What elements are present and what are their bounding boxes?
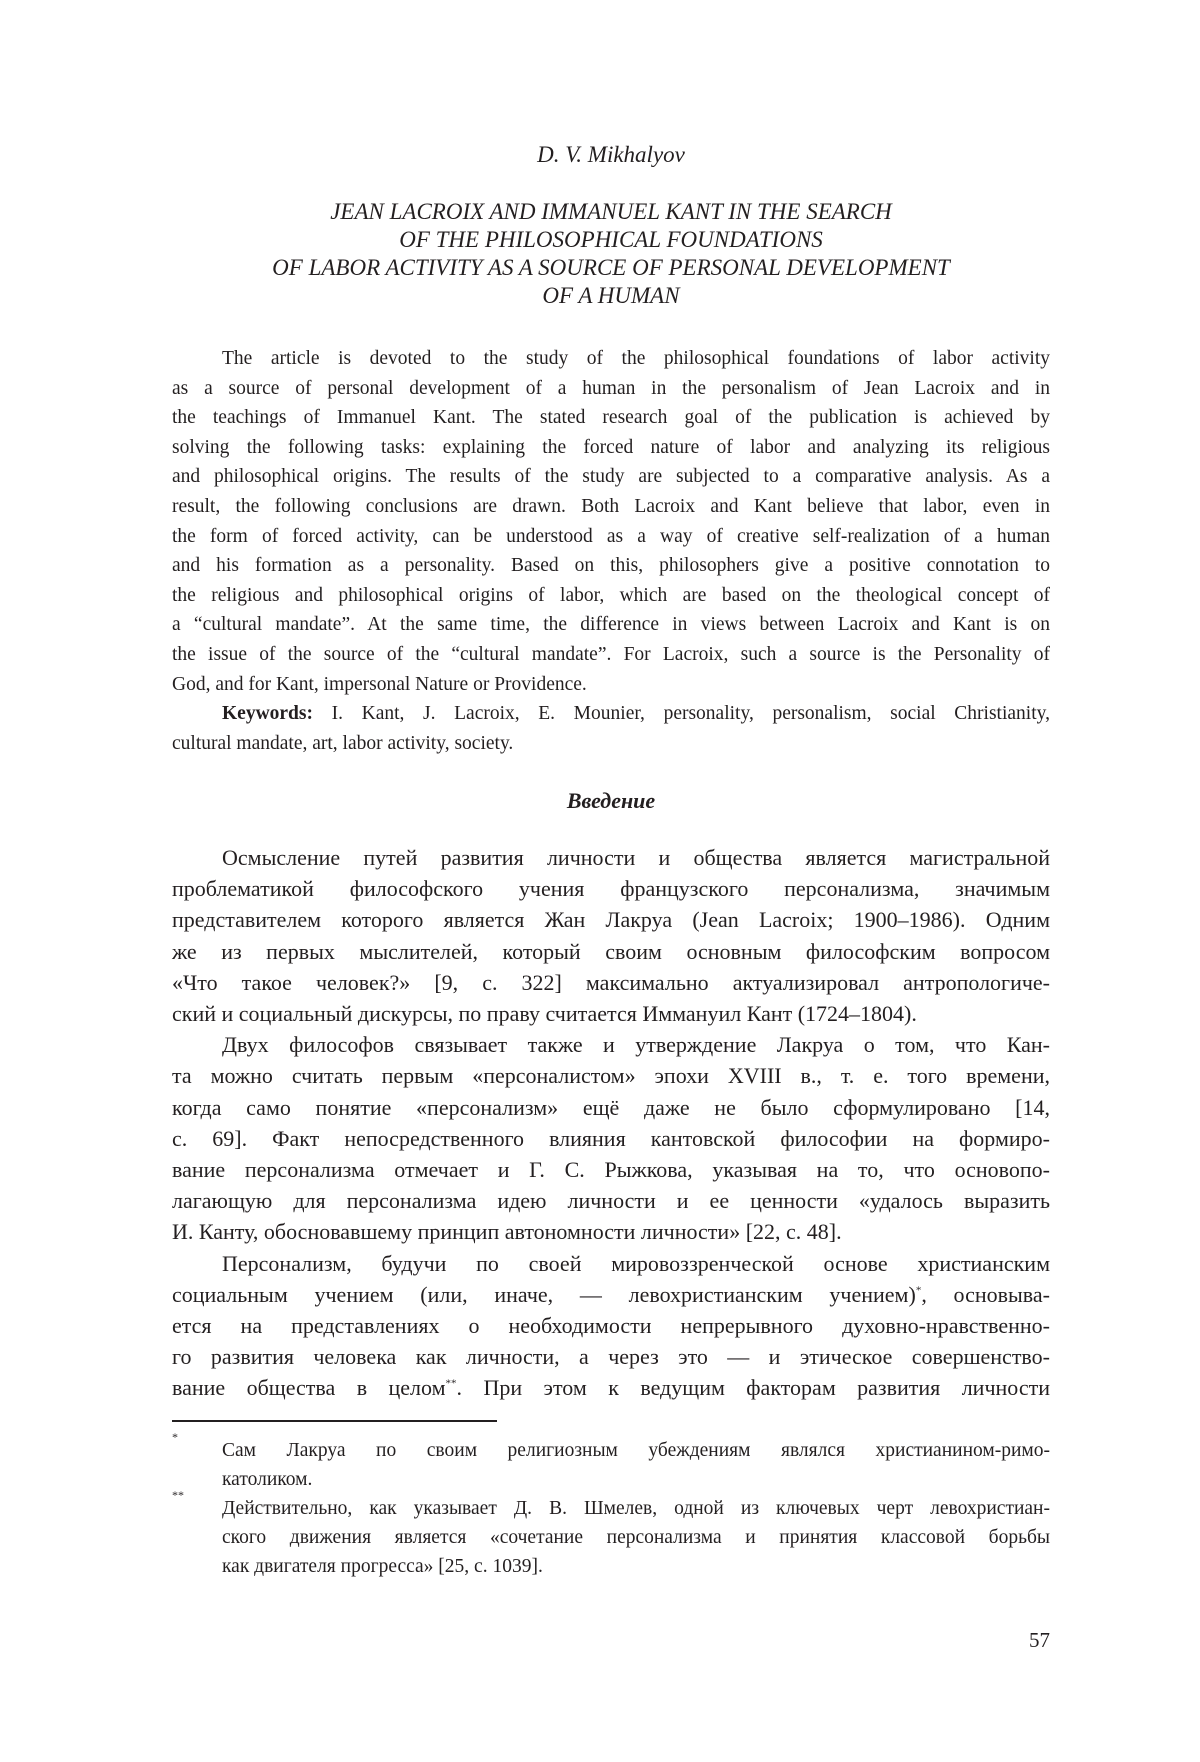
- paragraph: [172, 1248, 1050, 1404]
- footnote-line: Сам Лакруа по своим религиозным убеждениям являлся христианином-римо-: [222, 1436, 1050, 1465]
- body-line: та можно считать первым «персоналистом» эпохи XVIII в., т. е. того времени,: [172, 1060, 1050, 1091]
- abstract-line: and his formation as a personality. Based on this, philosophers give a positive connotation to: [172, 551, 1050, 581]
- page-number: 57: [1000, 1628, 1050, 1653]
- body-line: «Что такое человек?» [9, с. 322] максимально актуализировал антропологиче-: [172, 967, 1050, 998]
- abstract-line: the issue of the source of the “cultural mandate”. For Lacroix, such a source is the Personality of: [172, 640, 1050, 670]
- title-line: OF LABOR ACTIVITY AS A SOURCE OF PERSONAL DEVELOPMENT: [172, 254, 1050, 282]
- paragraph: [172, 842, 1050, 1029]
- footnote-mark: **: [172, 1488, 184, 1502]
- keywords-line: [172, 699, 1050, 729]
- section-heading: Введение: [172, 788, 1050, 814]
- paragraph: [172, 1029, 1050, 1247]
- abstract-lines: [172, 344, 1050, 699]
- body-line: вание общества в целом**. При этом к ведущим факторам развития личности: [172, 1372, 1050, 1403]
- abstract-line: God, and for Kant, impersonal Nature or Providence.: [172, 670, 1050, 700]
- body-line: Осмысление путей развития личности и общества является магистральной: [172, 842, 1050, 873]
- footnote-divider: [172, 1420, 497, 1422]
- title-line: JEAN LACROIX AND IMMANUEL KANT IN THE SEARCH: [172, 198, 1050, 226]
- body-line: с. 69]. Факт непосредственного влияния кантовской философии на формиро-: [172, 1123, 1050, 1154]
- footnote-mark: *: [172, 1430, 178, 1444]
- body-line: Двух философов связывает также и утверждение Лакруа о том, что Кан-: [172, 1029, 1050, 1060]
- author-name: D. V. Mikhalyov: [172, 142, 1050, 168]
- title-line: OF A HUMAN: [172, 282, 1050, 310]
- body-text: [172, 842, 1050, 1404]
- abstract-line: the form of forced activity, can be understood as a way of creative self-realization of a human: [172, 522, 1050, 552]
- footnote-reference[interactable]: *: [916, 1285, 922, 1297]
- footnote-line: Действительно, как указывает Д. В. Шмелев, одной из ключевых черт левохристиан-: [222, 1494, 1050, 1523]
- body-line: ский и социальный дискурсы, по праву считается Иммануил Кант (1724–1804).: [172, 998, 1050, 1029]
- keywords-line: cultural mandate, art, labor activity, society.: [172, 729, 1050, 759]
- abstract-line: the religious and philosophical origins of labor, which are based on the theological concept of: [172, 581, 1050, 611]
- body-line: го развития человека как личности, а через это — и этическое совершенство-: [172, 1341, 1050, 1372]
- abstract-line: The article is devoted to the study of the philosophical foundations of labor activity: [172, 344, 1050, 374]
- footnote: [172, 1494, 1050, 1581]
- keywords-label: Keywords:: [222, 703, 313, 724]
- abstract-line: the teachings of Immanuel Kant. The stated research goal of the publication is achieved by: [172, 403, 1050, 433]
- body-line: лагающую для персонализма идею личности и ее ценности «удалось выразить: [172, 1185, 1050, 1216]
- keywords-text: I. Kant, J. Lacroix, E. Mounier, personality, personalism, social Christianity,: [313, 703, 1050, 724]
- body-line: когда само понятие «персонализм» ещё даже не было сформулировано [14,: [172, 1092, 1050, 1123]
- abstract: [172, 344, 1050, 758]
- body-line: ется на представлениях о необходимости непрерывного духовно-нравственно-: [172, 1310, 1050, 1341]
- article-title: [172, 198, 1050, 310]
- footnote-line: католиком.: [222, 1465, 1050, 1494]
- footnote: [172, 1436, 1050, 1494]
- body-line: представителем которого является Жан Лакруа (Jean Lacroix; 1900–1986). Одним: [172, 904, 1050, 935]
- footnotes: [172, 1436, 1050, 1581]
- body-line: проблематикой философского учения французского персонализма, значимым: [172, 873, 1050, 904]
- body-line: И. Канту, обосновавшему принцип автономности личности» [22, с. 48].: [172, 1216, 1050, 1247]
- abstract-line: as a source of personal development of a human in the personalism of Jean Lacroix and in: [172, 374, 1050, 404]
- body-line: вание персонализма отмечает и Г. С. Рыжкова, указывая на то, что основопо-: [172, 1154, 1050, 1185]
- abstract-line: result, the following conclusions are drawn. Both Lacroix and Kant believe that labor, even in: [172, 492, 1050, 522]
- footnote-reference[interactable]: **: [446, 1378, 457, 1390]
- abstract-line: solving the following tasks: explaining the forced nature of labor and analyzing its religious: [172, 433, 1050, 463]
- body-line: же из первых мыслителей, который своим основным философским вопросом: [172, 936, 1050, 967]
- footnote-line: как двигателя прогресса» [25, с. 1039].: [222, 1552, 1050, 1581]
- abstract-line: and philosophical origins. The results of the study are subjected to a comparative analysis. As a: [172, 462, 1050, 492]
- body-line: Персонализм, будучи по своей мировоззренческой основе христианским: [172, 1248, 1050, 1279]
- body-line: социальным учением (или, иначе, — левохристианским учением)*, основыва-: [172, 1279, 1050, 1310]
- footnote-line: ского движения является «сочетание персонализма и принятия классовой борьбы: [222, 1523, 1050, 1552]
- title-line: OF THE PHILOSOPHICAL FOUNDATIONS: [172, 226, 1050, 254]
- abstract-line: a “cultural mandate”. At the same time, the difference in views between Lacroix and Kant is on: [172, 610, 1050, 640]
